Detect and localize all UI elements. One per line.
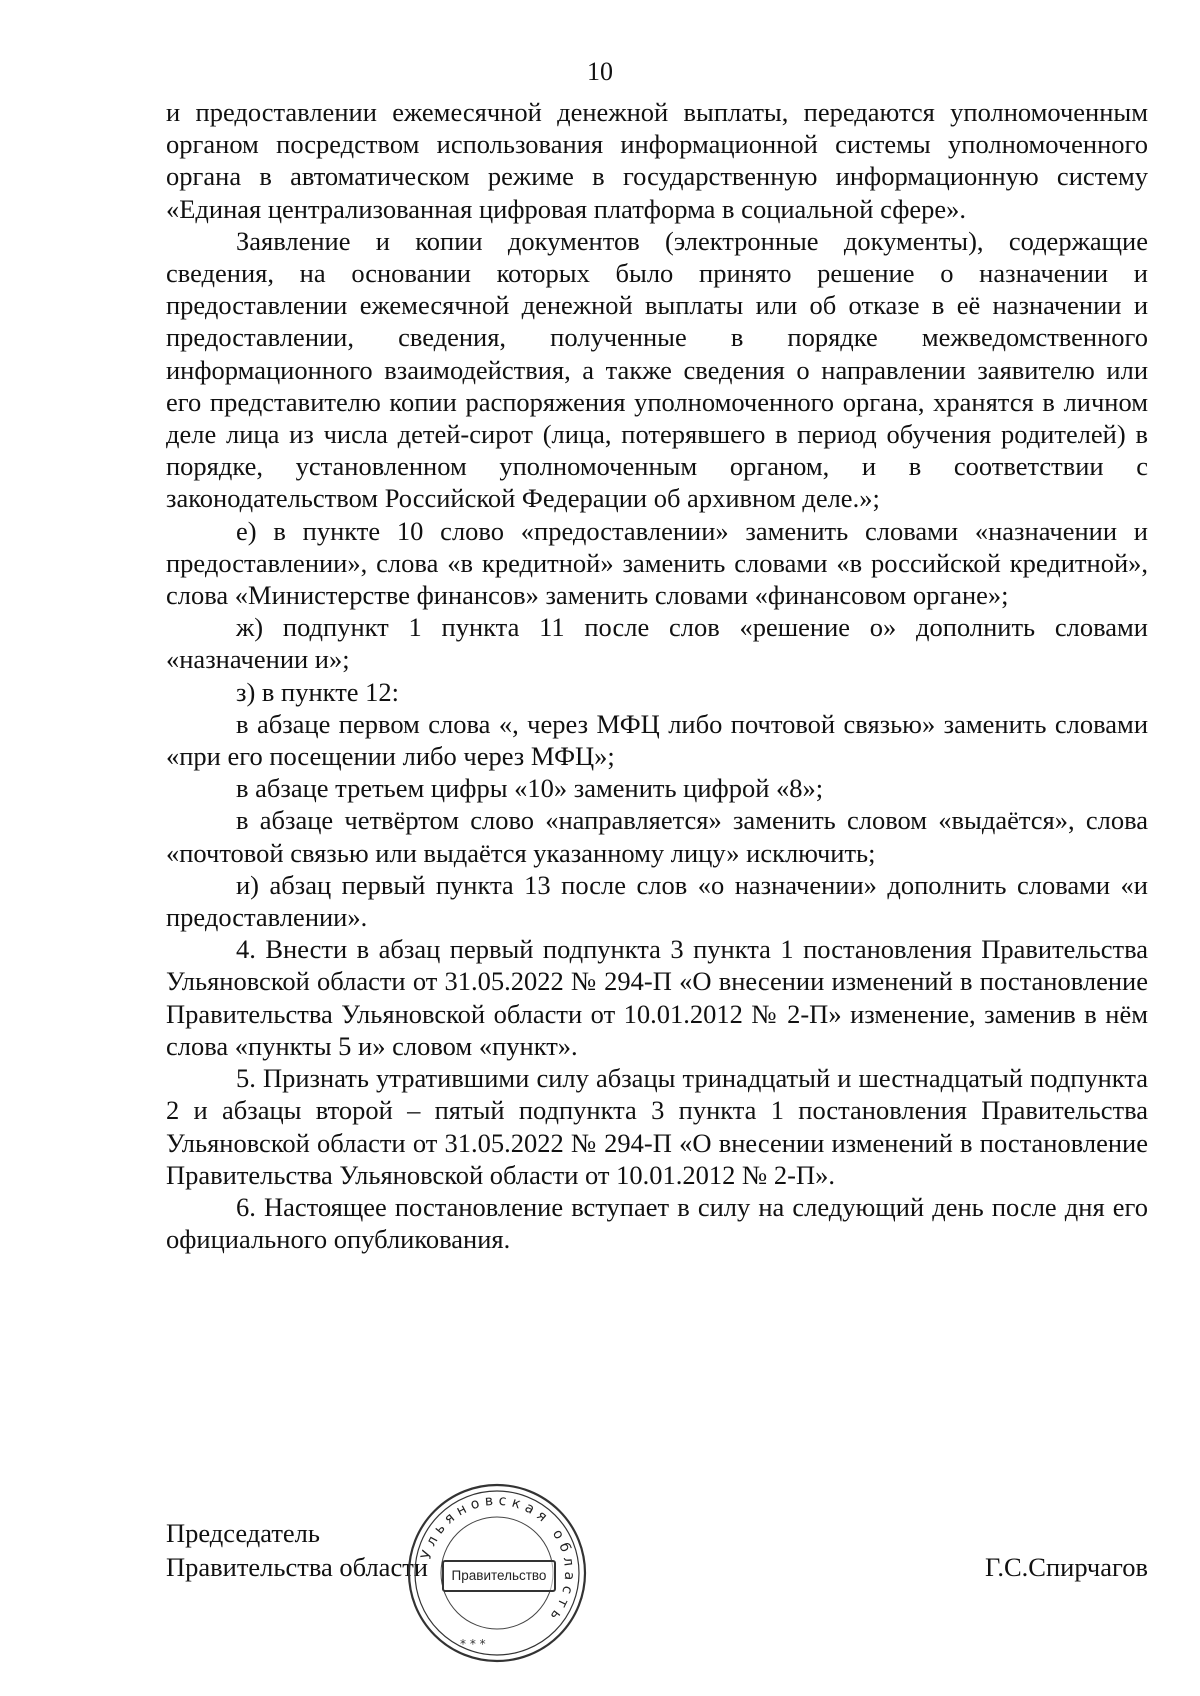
paragraph-item-z: з) в пункте 12: xyxy=(236,676,400,707)
signatory-title-line2: Правительства области xyxy=(166,1552,428,1582)
document-body xyxy=(166,96,1148,1255)
official-seal xyxy=(402,1478,592,1668)
paragraph-item-zh: ж) подпункт 1 пункта 11 после слов «решение о» дополнить словами «назначении и»; xyxy=(166,612,1148,675)
signatory-title-line1: Председатель xyxy=(166,1518,320,1548)
page-number: 10 xyxy=(587,57,613,86)
paragraph-item-z-fourth: в абзаце четвёртом слово «направляется» заменить словом «выдаётся», слова «почтовой связью или выдаётся указанному лицу» исключить; xyxy=(166,805,1148,868)
seal-ring-text: Ульяновская область xyxy=(418,1492,578,1628)
paragraph-item-e: е) в пункте 10 слово «предоставлении» заменить словами «назначении и предоставлении», слова «в кредитной» заменить словами «в российской кредитной», слова «Министерстве финансов» заменить словами «финансовом органе»; xyxy=(166,515,1148,611)
paragraph-item-z-first: в абзаце первом слова «, через МФЦ либо почтовой связью» заменить словами «при его посещении либо через МФЦ»; xyxy=(166,708,1148,772)
paragraph-item-z-third: в абзаце третьем цифры «10» заменить цифрой «8»; xyxy=(236,773,824,804)
signatory-name: Г.С.Спирчагов xyxy=(985,1552,1148,1582)
paragraph-application-storage: Заявление и копии документов (электронные документы), содержащие сведения, на основании которых было принято решение о назначении и предоставлении ежемесячной денежной выплаты или об отказе в её назначении и предоставлении, сведения, полученные в порядке межведомственного информационного взаимодействия, а также сведения о направлении заявителю или его представителю копии распоряжения уполномоченного органа, хранятся в личном деле лица из числа детей-сирот (лица, потерявшего в период обучения родителей) в порядке, установленном уполномоченным органом, и в соответствии с законодательством Российской Федерации об архивном деле.»; xyxy=(166,225,1148,514)
seal-center-label: Правительство xyxy=(442,1560,556,1592)
svg-text:* * *: * * * xyxy=(460,1637,486,1651)
paragraph-continuation: и предоставлении ежемесячной денежной выплаты, передаются уполномоченным органом посредством использования информационной системы уполномоченного органа в автоматическом режиме в государственную информационную систему «Единая централизованная цифровая платформа в социальной сфере». xyxy=(166,97,1148,224)
paragraph-point-6: 6. Настоящее постановление вступает в силу на следующий день после дня его официального опубликования. xyxy=(166,1191,1148,1255)
paragraph-point-4: 4. Внести в абзац первый подпункта 3 пункта 1 постановления Правительства Ульяновской области от 31.05.2022 № 294-П «О внесении изменений в постановление Правительства Ульяновской области от 10.01.2012 № 2-П» изменение, заменив в нём слова «пункты 5 и» словом «пункт». xyxy=(166,934,1148,1061)
paragraph-item-i: и) абзац первый пункта 13 после слов «о назначении» дополнить словами «и предоставлении». xyxy=(166,869,1148,933)
paragraph-point-5: 5. Признать утратившими силу абзацы тринадцатый и шестнадцатый подпункта 2 и абзацы второй – пятый подпункта 3 пункта 1 постановления Правительства Ульяновской области от 31.05.2022 № 294-П «О внесении изменений в постановление Правительства Ульяновской области от 10.01.2012 № 2-П». xyxy=(166,1063,1148,1190)
signatory-title xyxy=(166,1516,428,1584)
signature-block xyxy=(166,1516,1148,1596)
